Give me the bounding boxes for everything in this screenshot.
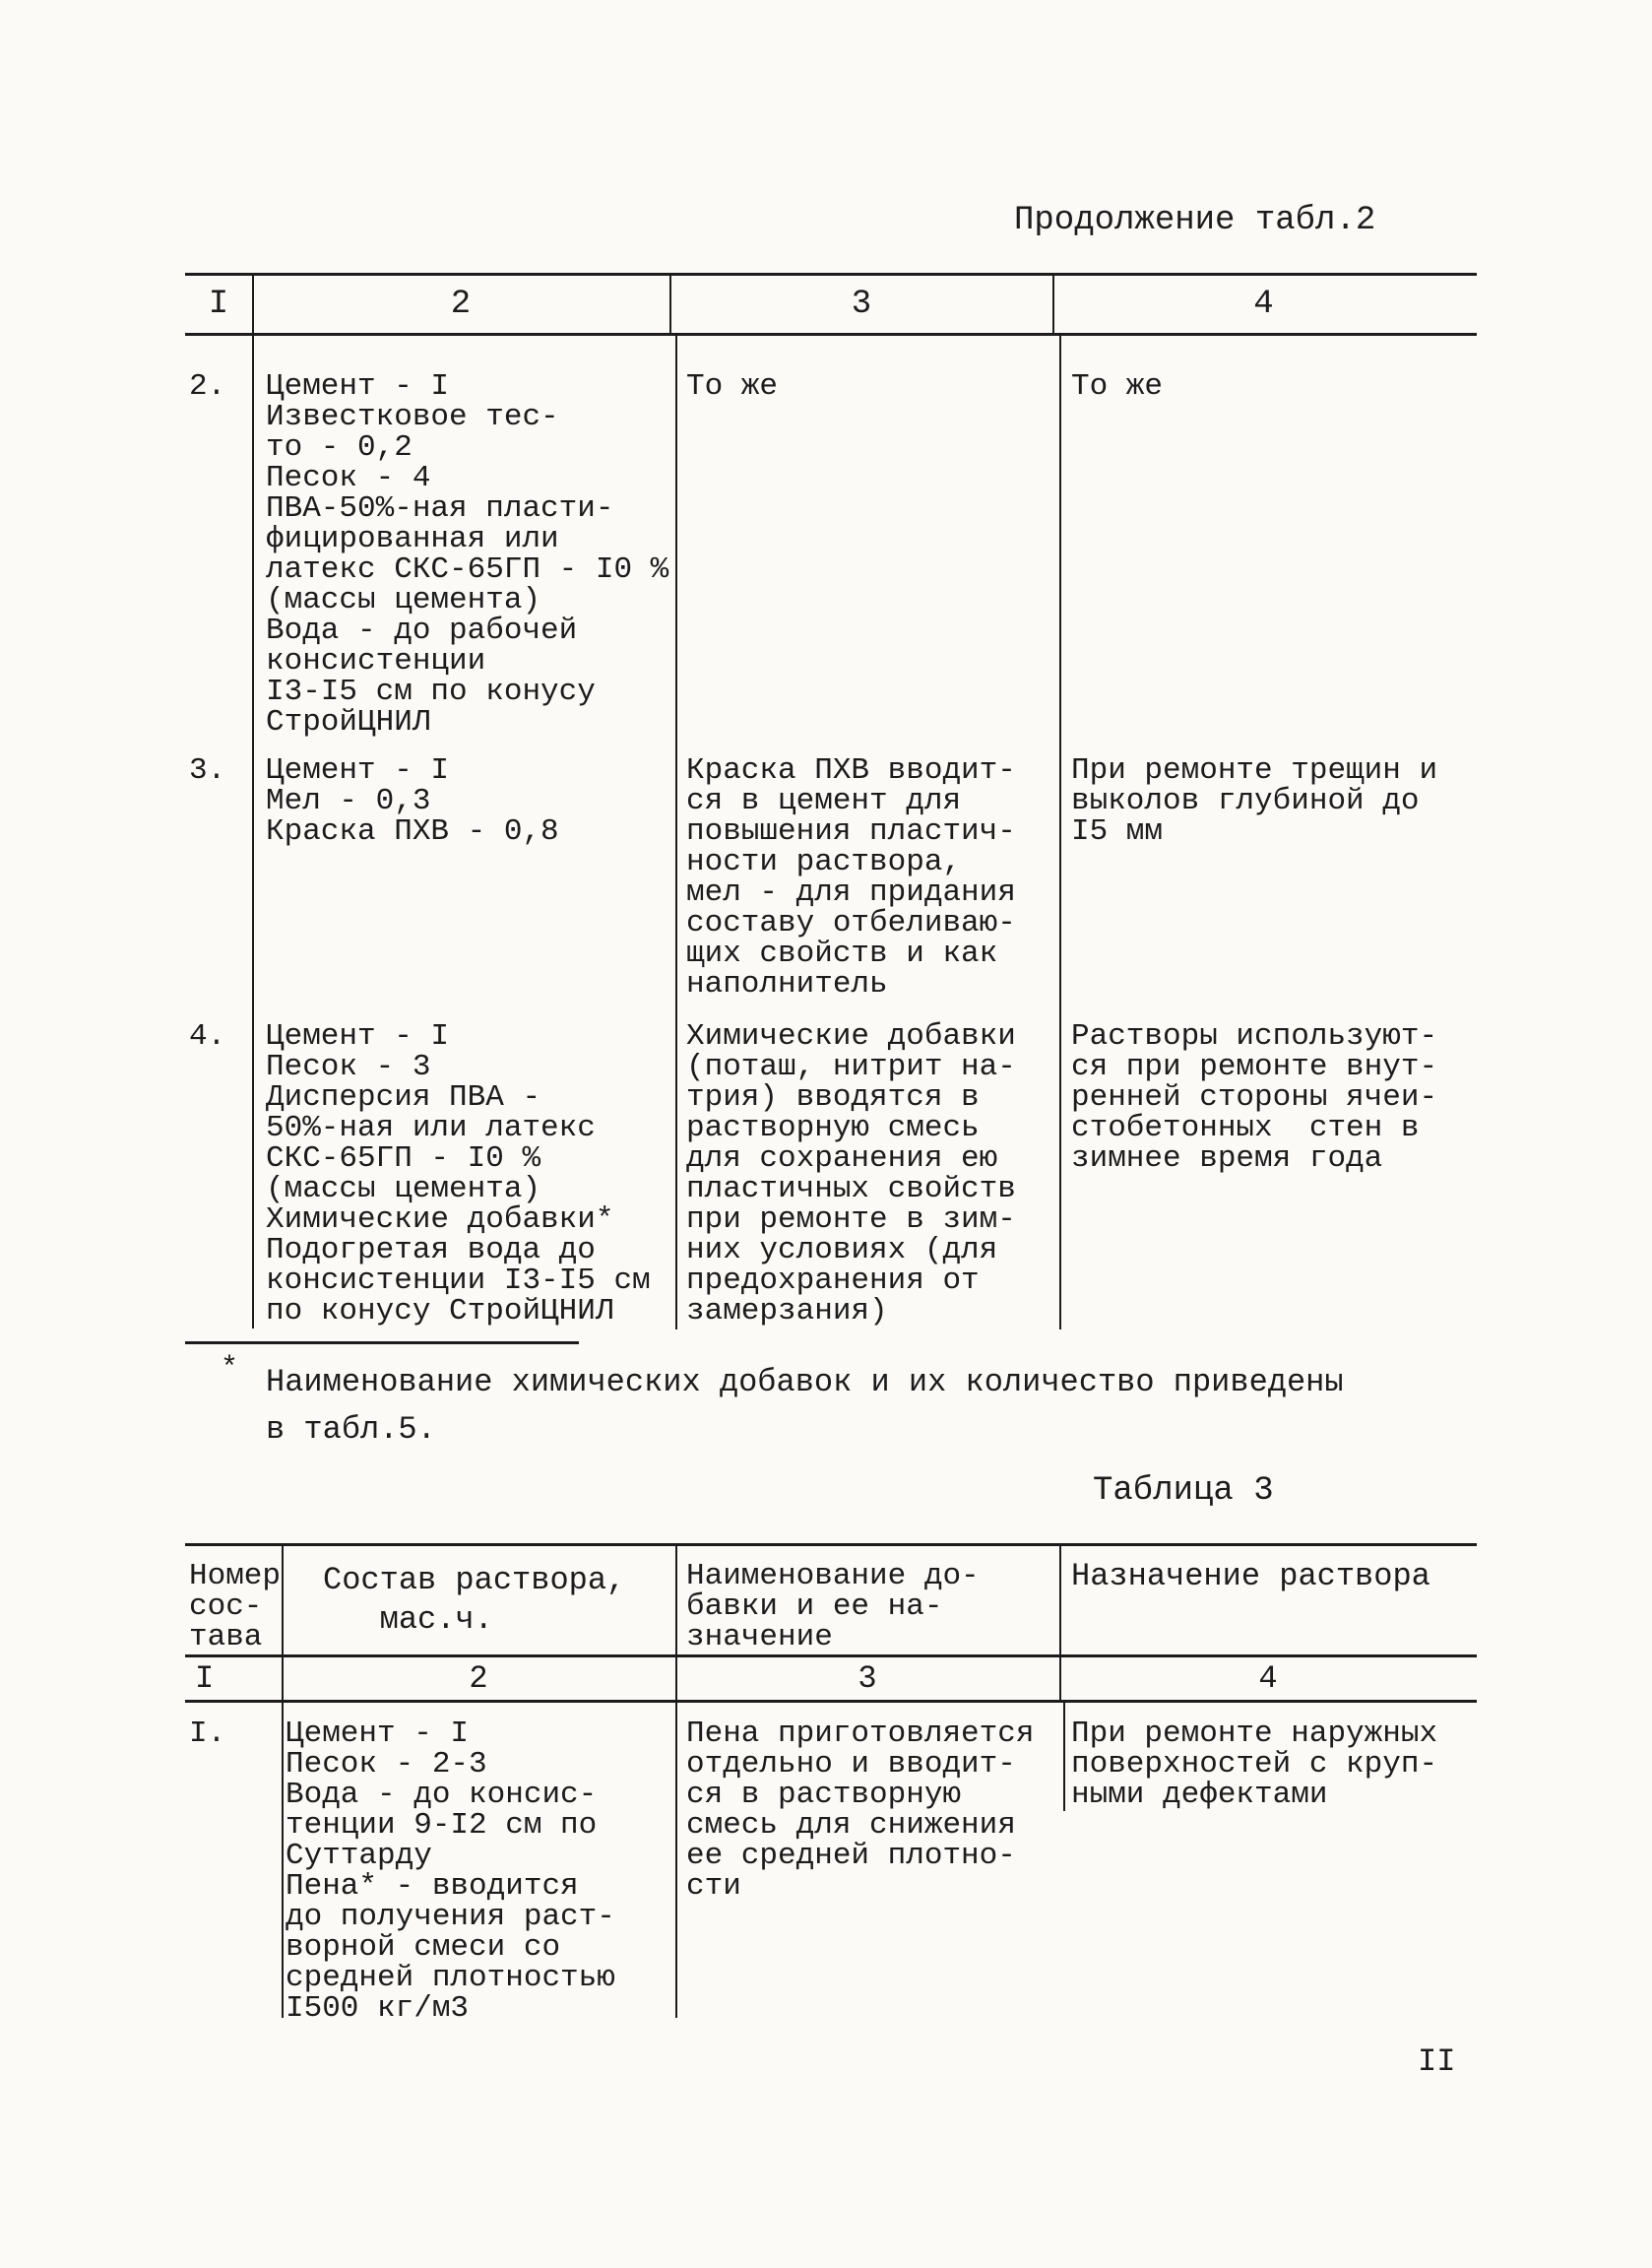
table2-row-composition: Цемент - I Известковое тес- то - 0,2 Песок - 4 ПВА-50%-ная пласти- фицированная или латекс СКС-65ГП - I0 % (массы цемента) Вода - до рабочей консистенции I3-I5 см по конусу СтройЦНИЛ [266,369,669,740]
table2-row-purpose: При ремонте трещин и выколов глубиной до I5 мм [1071,753,1438,849]
table2-row-additive: То же [686,369,779,404]
table2-row-number: 2. [189,369,226,404]
table3-header-number: Номер сос- тава [189,1559,282,1654]
table3-colnum-3: 3 [858,1660,877,1697]
table2-colnum-2: 2 [450,286,472,323]
table2-col-divider-1 [252,275,254,1328]
table3-colnum-2: 2 [469,1660,488,1697]
table3-header-rule [185,1654,1477,1657]
table2-col-divider-2-body [675,335,677,1329]
table2-row-number: 3. [189,753,226,788]
table3-col-divider-3-body [1063,1703,1065,1811]
table3-title: Таблица 3 [1093,1472,1274,1510]
table3-header-purpose: Назначение раствора [1071,1558,1430,1594]
table2-colnum-1: I [208,286,229,323]
table3-col-divider-2 [675,1545,677,2018]
table3-row-purpose: При ремонте наружных поверхностей с круп- ными дефектами [1071,1717,1438,1812]
table2-row-additive: Краска ПХВ вводит- ся в цемент для повышения пластич- ности раствора, мел - для придания составу отбеливаю- щих свойств и как наполнитель [686,753,1016,1002]
table2-colnum-3: 3 [851,286,872,323]
footnote-marker: * [221,1352,239,1386]
table2-col-divider-3-body [1059,335,1061,1329]
table3-top-rule [185,1543,1477,1546]
table3-colnum-4: 4 [1258,1660,1278,1697]
table3-header-additive: Наименование до- бавки и ее на- значение [686,1559,980,1654]
table2-row-composition: Цемент - I Мел - 0,3 Краска ПХВ - 0,8 [266,753,559,849]
page-number: II [1418,2043,1456,2080]
table2-header-rule [185,333,1477,336]
table2-row-additive: Химические добавки (поташ, нитрит на- трия) вводятся в растворную смесь для сохранения ею пластичных свойств при ремонте в зим- них условиях (для предохранения от замерзания) [686,1019,1016,1328]
table3-row-composition: Цемент - I Песок - 2-3 Вода - до консис- тенции 9-I2 см по Суттарду Пена* - вводится до получения раст- ворной смеси со средней плотностью I500 кг/м3 [286,1717,615,2026]
table2-continuation-title: Продолжение табл.2 [1014,202,1376,239]
table2-row-number: 4. [189,1019,226,1054]
table2-colnum-4: 4 [1253,286,1274,323]
table3-row-number: I. [189,1717,226,1751]
table2-row-purpose: Растворы используют- ся при ремонте внут- ренней стороны ячеи- стобетонных стен в зимнее время года [1071,1019,1438,1176]
table3-colnum-rule [185,1700,1477,1703]
table3-header-composition: Состав раствора, мас.ч. [323,1562,626,1638]
table2-row-purpose: То же [1071,369,1164,404]
table2-row-composition: Цемент - I Песок - 3 Дисперсия ПВА - 50%-ная или латекс СКС-65ГП - I0 % (массы цемента) Химические добавки* Подогретая вода до консистенции I3-I5 см по конусу СтройЦНИЛ [266,1019,651,1328]
table3-colnum-1: I [195,1660,215,1697]
table3-col-divider-1 [282,1545,284,2018]
table2-bottom-short-rule [185,1341,579,1344]
table2-top-rule [185,273,1477,276]
footnote-line-1: Наименование химических добавок и их количество приведены [266,1364,1344,1400]
table3-row-additive: Пена приготовляется отдельно и вводит- ся в растворную смесь для снижения ее средней плотно- сти [686,1717,1035,1904]
footnote-line-2: в табл.5. [266,1411,436,1448]
